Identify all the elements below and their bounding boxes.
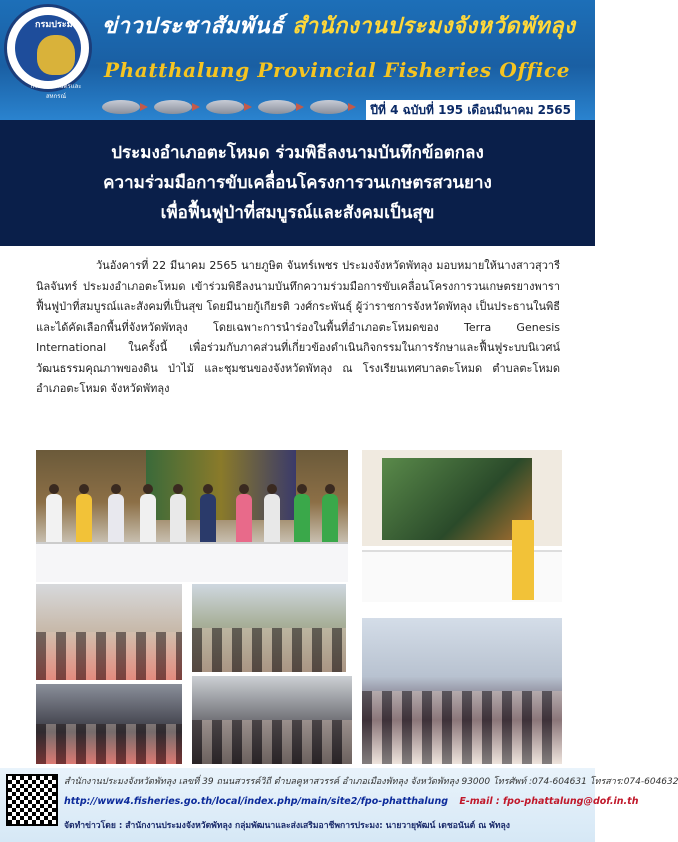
issue-info: ปีที่ 4 ฉบับที่ 195 เดือนมีนาคม 2565 [366,100,575,121]
headline-line-2: ความร่วมมือการขับเคลื่อนโครงการวนเกษตรสวนยาง [103,173,492,193]
qr-code-icon [6,774,58,826]
news-paragraph: วันอังคารที่ 22 มีนาคม 2565 นายภูษิต จันทร์เพชร ประมงจังหวัดพัทลุง มอบหมายให้นางสาวสุวารี นิลจันทร์ ประมงอำเภอตะโหมด เข้าร่วมพิธีลงนามบันทึกความร่วมมือการขับเคลื่อนโครงการวนเกษตรยางพาราฟื้นฟูป่าที่สมบูรณ์และสังคมที่เป็นสุข โดยมีนายกู้เกียรติ วงศ์กระพันธุ์ ผู้ว่าราชการจังหวัดพัทลุง เป็นประธานในพิธี และได้คัดเลือกพื้นที่จังหวัดพัทลุง โดยเฉพาะการนำร่องในพื้นที่อำเภอตะโหมดของ Terra Genesis International ในครั้งนี้ เพื่อร่วมกับภาคส่วนที่เกี่ยวข้องดำเนินกิจกรรมในการรักษาและฟื้นฟูระบบนิเวศน์ วัฒนธรรมคุณภาพของดิน ป่าไม้ และชุมชนของจังหวัดพัทลุง ณ โรงเรียนเทศบาลตะโหมด ตำบลตะโหมด อำเภอตะโหมด จังหวัดพัทลุง [36,259,560,395]
photo-attendees-1 [36,684,182,764]
office-address: สำนักงานประมงจังหวัดพัทลุง เลขที่ 39 ถนนสวรรค์วิถี ตำบลคูหาสวรรค์ อำเภอเมืองพัทลุง จังหวัดพัทลุง 93000 โทรศัพท์ :074-604631 โทรสาร:074-604632 [64,777,678,787]
newsletter-title-english: Phatthalung Provincial Fisheries Office [104,58,571,82]
title-thai-part2: สำนักงานประมงจังหวัดพัทลุง [292,14,576,39]
email-label: E-mail : [459,796,500,807]
photo-group-indoor [362,618,562,764]
email-link[interactable]: fpo-phattalung@dof.in.th [503,796,639,807]
logo-top-text: กรมประมง [35,20,77,30]
photo-audience-hall [36,584,182,680]
headline-line-1: ประมงอำเภอตะโหมด ร่วมพิธีลงนามบันทึกข้อตกลง [111,143,484,163]
title-thai-part1: ข่าวประชาสัมพันธ์ [102,14,285,39]
fish-icon [206,100,244,114]
newsletter-title-thai [102,8,575,43]
photo-group-outdoor [192,584,346,672]
department-of-fisheries-logo [4,4,92,100]
fish-decoration [100,96,370,120]
fish-icon [258,100,296,114]
newsletter-header [0,0,595,120]
contact-links [64,796,639,807]
headline [20,138,575,228]
logo-bottom-text: กระทรวงเกษตรและสหกรณ์ [30,83,82,100]
photo-speaker-podium [362,450,562,610]
seal-icon [37,35,75,75]
photo-attendees-2 [192,676,352,764]
news-credit: จัดทำข่าวโดย : สำนักงานประมงจังหวัดพัทลุง กลุ่มพัฒนาและส่งเสริมอาชีพการประมง: นายวายุพัฒน์ เดชอนันต์ ณ พัทลุง [64,821,510,831]
fish-icon [310,100,348,114]
headline-line-3: เพื่อฟื้นฟูป่าที่สมบูรณ์และสังคมเป็นสุข [160,203,435,223]
fish-icon [154,100,192,114]
website-link[interactable]: http://www4.fisheries.go.th/local/index.php/main/site2/fpo-phatthalung [64,796,449,807]
fish-icon [102,100,140,114]
photo-signing-ceremony-group [36,450,348,580]
news-body [36,256,560,400]
